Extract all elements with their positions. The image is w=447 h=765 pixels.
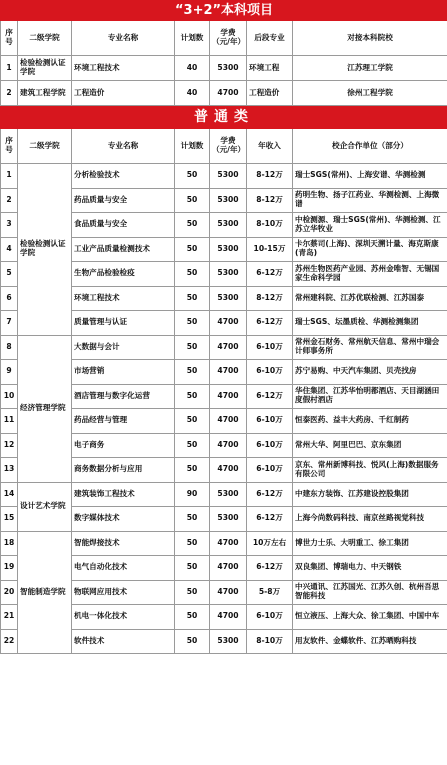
partners-cell: 苏州生物医药产业园、苏州金唯智、无锡国家生命科学园 bbox=[293, 262, 447, 287]
partners-cell: 常州大华、阿里巴巴、京东集团 bbox=[293, 433, 447, 458]
tuition-cell: 4700 bbox=[210, 384, 247, 409]
major-cell: 软件技术 bbox=[72, 629, 175, 654]
partners-cell: 瑞士SGS(常州)、上海安谱、华测检测 bbox=[293, 164, 447, 189]
column-header: 计划数 bbox=[175, 21, 210, 56]
row-number: 12 bbox=[1, 433, 18, 458]
partners-cell: 恒泰医药、益丰大药房、千红制药 bbox=[293, 409, 447, 434]
income-cell: 8-12万 bbox=[247, 286, 293, 311]
major-cell: 市场营销 bbox=[72, 360, 175, 385]
tuition-cell: 4700 bbox=[210, 458, 247, 483]
plan-count-cell: 50 bbox=[175, 213, 210, 238]
later-major-cell: 环境工程 bbox=[247, 56, 293, 81]
major-cell: 药品质量与安全 bbox=[72, 188, 175, 213]
table-header-row bbox=[1, 129, 447, 164]
partners-cell: 中兴通讯、江苏国光、江苏久创、杭州吾思智能科技 bbox=[293, 580, 447, 605]
tuition-cell: 5300 bbox=[210, 629, 247, 654]
column-header: 对接本科院校 bbox=[293, 21, 447, 56]
income-cell: 6-10万 bbox=[247, 360, 293, 385]
income-cell: 8-10万 bbox=[247, 629, 293, 654]
tuition-cell: 5300 bbox=[210, 213, 247, 238]
row-number: 20 bbox=[1, 580, 18, 605]
tuition-cell: 4700 bbox=[210, 433, 247, 458]
partners-cell: 中建东方装饰、江苏建设控股集团 bbox=[293, 482, 447, 507]
income-cell: 6-10万 bbox=[247, 605, 293, 630]
income-cell: 6-12万 bbox=[247, 507, 293, 532]
column-header: 后段专业 bbox=[247, 21, 293, 56]
major-cell: 酒店管理与数字化运营 bbox=[72, 384, 175, 409]
partners-cell: 中检测源、瑞士SGS(常州)、华测检测、江苏立华牧业 bbox=[293, 213, 447, 238]
partners-cell: 华住集团、江苏华怡明都酒店、天目湖涵田度假村酒店 bbox=[293, 384, 447, 409]
tuition-cell: 4700 bbox=[210, 311, 247, 336]
major-cell: 环境工程技术 bbox=[72, 286, 175, 311]
major-cell: 电气自动化技术 bbox=[72, 556, 175, 581]
partners-cell: 京东、常州新博科技、悦风(上海)数据服务有限公司 bbox=[293, 458, 447, 483]
college-cell: 经济管理学院 bbox=[18, 335, 72, 482]
income-cell: 6-12万 bbox=[247, 262, 293, 287]
column-header: 二级学院 bbox=[18, 21, 72, 56]
plan-count-cell: 50 bbox=[175, 360, 210, 385]
partners-cell: 博世力士乐、大明重工、徐工集团 bbox=[293, 531, 447, 556]
plan-count-cell: 50 bbox=[175, 311, 210, 336]
column-header: 年收入 bbox=[247, 129, 293, 164]
row-number: 2 bbox=[1, 81, 18, 106]
row-number: 21 bbox=[1, 605, 18, 630]
plan-count-cell: 50 bbox=[175, 384, 210, 409]
major-cell: 物联网应用技术 bbox=[72, 580, 175, 605]
row-number: 2 bbox=[1, 188, 18, 213]
table-row bbox=[1, 531, 447, 556]
plan-count-cell: 50 bbox=[175, 188, 210, 213]
partners-cell: 上海今尚数码科技、南京丝路视觉科技 bbox=[293, 507, 447, 532]
income-cell: 6-10万 bbox=[247, 335, 293, 360]
row-number: 13 bbox=[1, 458, 18, 483]
row-number: 8 bbox=[1, 335, 18, 360]
college-cell: 智能制造学院 bbox=[18, 531, 72, 654]
section-title-row bbox=[1, 1, 447, 21]
major-cell: 机电一体化技术 bbox=[72, 605, 175, 630]
tuition-cell: 4700 bbox=[210, 360, 247, 385]
major-cell: 数字媒体技术 bbox=[72, 507, 175, 532]
tuition-cell: 5300 bbox=[210, 188, 247, 213]
university-cell: 江苏理工学院 bbox=[293, 56, 447, 81]
row-number: 10 bbox=[1, 384, 18, 409]
tuition-cell: 5300 bbox=[210, 482, 247, 507]
partners-cell: 瑞士SGS、坛墨质检、华测检测集团 bbox=[293, 311, 447, 336]
major-cell: 工业产品质量检测技术 bbox=[72, 237, 175, 262]
plan-count-cell: 50 bbox=[175, 335, 210, 360]
tuition-cell: 4700 bbox=[210, 556, 247, 581]
plan-count-cell: 50 bbox=[175, 286, 210, 311]
row-number: 19 bbox=[1, 556, 18, 581]
college-cell: 检验检测认证学院 bbox=[18, 164, 72, 336]
major-cell: 大数据与会计 bbox=[72, 335, 175, 360]
partners-cell: 常州金石财务、常州航天信息、常州中瑞会计师事务所 bbox=[293, 335, 447, 360]
column-header: 学费（元/年） bbox=[210, 21, 247, 56]
income-cell: 6-12万 bbox=[247, 556, 293, 581]
column-header: 专业名称 bbox=[72, 129, 175, 164]
row-number: 5 bbox=[1, 262, 18, 287]
plan-count-cell: 50 bbox=[175, 237, 210, 262]
partners-cell: 卡尔蔡司(上海)、深圳天溯计量、海克斯康(青岛) bbox=[293, 237, 447, 262]
college-cell: 检验检测认证学院 bbox=[18, 56, 72, 81]
income-cell: 6-10万 bbox=[247, 458, 293, 483]
tuition-cell: 4700 bbox=[210, 605, 247, 630]
plan-count-cell: 40 bbox=[175, 56, 210, 81]
row-number: 7 bbox=[1, 311, 18, 336]
table-row bbox=[1, 482, 447, 507]
column-header: 二级学院 bbox=[18, 129, 72, 164]
major-cell: 食品质量与安全 bbox=[72, 213, 175, 238]
later-major-cell: 工程造价 bbox=[247, 81, 293, 106]
table-header-row bbox=[1, 21, 447, 56]
column-header: 学费（元/年） bbox=[210, 129, 247, 164]
tuition-cell: 5300 bbox=[210, 286, 247, 311]
plan-count-cell: 50 bbox=[175, 507, 210, 532]
income-cell: 6-12万 bbox=[247, 384, 293, 409]
tuition-cell: 4700 bbox=[210, 409, 247, 434]
plan-count-cell: 90 bbox=[175, 482, 210, 507]
row-number: 1 bbox=[1, 56, 18, 81]
row-number: 15 bbox=[1, 507, 18, 532]
table-row bbox=[1, 56, 447, 81]
major-cell: 智能焊接技术 bbox=[72, 531, 175, 556]
section-title: 普通类 bbox=[1, 106, 447, 129]
table-row bbox=[1, 164, 447, 189]
major-cell: 商务数据分析与应用 bbox=[72, 458, 175, 483]
major-cell: 建筑装饰工程技术 bbox=[72, 482, 175, 507]
income-cell: 5-8万 bbox=[247, 580, 293, 605]
row-number: 11 bbox=[1, 409, 18, 434]
income-cell: 6-10万 bbox=[247, 433, 293, 458]
plan-count-cell: 50 bbox=[175, 433, 210, 458]
table-row bbox=[1, 335, 447, 360]
column-header: 序号 bbox=[1, 129, 18, 164]
partners-cell: 用友软件、金蝶软件、江苏晒购科技 bbox=[293, 629, 447, 654]
plan-count-cell: 50 bbox=[175, 629, 210, 654]
major-cell: 分析检验技术 bbox=[72, 164, 175, 189]
plan-count-cell: 50 bbox=[175, 164, 210, 189]
tuition-cell: 4700 bbox=[210, 81, 247, 106]
plan-count-cell: 50 bbox=[175, 605, 210, 630]
plan-count-cell: 50 bbox=[175, 531, 210, 556]
income-cell: 6-12万 bbox=[247, 482, 293, 507]
column-header: 计划数 bbox=[175, 129, 210, 164]
major-cell: 电子商务 bbox=[72, 433, 175, 458]
income-cell: 8-12万 bbox=[247, 164, 293, 189]
income-cell: 6-12万 bbox=[247, 311, 293, 336]
tuition-cell: 5300 bbox=[210, 507, 247, 532]
column-header: 专业名称 bbox=[72, 21, 175, 56]
row-number: 6 bbox=[1, 286, 18, 311]
column-header: 序号 bbox=[1, 21, 18, 56]
tuition-cell: 5300 bbox=[210, 262, 247, 287]
university-cell: 徐州工程学院 bbox=[293, 81, 447, 106]
major-cell: 药品经营与管理 bbox=[72, 409, 175, 434]
row-number: 14 bbox=[1, 482, 18, 507]
tuition-cell: 5300 bbox=[210, 164, 247, 189]
tuition-cell: 5300 bbox=[210, 56, 247, 81]
row-number: 4 bbox=[1, 237, 18, 262]
income-cell: 10-15万 bbox=[247, 237, 293, 262]
tuition-cell: 4700 bbox=[210, 335, 247, 360]
tuition-cell: 4700 bbox=[210, 531, 247, 556]
row-number: 3 bbox=[1, 213, 18, 238]
plan-count-cell: 50 bbox=[175, 409, 210, 434]
major-cell: 工程造价 bbox=[72, 81, 175, 106]
major-cell: 生物产品检验检疫 bbox=[72, 262, 175, 287]
college-cell: 设计艺术学院 bbox=[18, 482, 72, 531]
section-title: “3+2”本科项目 bbox=[1, 1, 447, 21]
row-number: 9 bbox=[1, 360, 18, 385]
major-cell: 环境工程技术 bbox=[72, 56, 175, 81]
plan-count-cell: 50 bbox=[175, 458, 210, 483]
partners-cell: 恒立液压、上海大众、徐工集团、中国中车 bbox=[293, 605, 447, 630]
partners-cell: 药明生物、扬子江药业、华测检测、上海微谱 bbox=[293, 188, 447, 213]
plan-count-cell: 50 bbox=[175, 556, 210, 581]
income-cell: 6-10万 bbox=[247, 409, 293, 434]
partners-cell: 双良集团、博瑞电力、中天钢铁 bbox=[293, 556, 447, 581]
row-number: 22 bbox=[1, 629, 18, 654]
income-cell: 8-10万 bbox=[247, 213, 293, 238]
plan-count-cell: 50 bbox=[175, 262, 210, 287]
income-cell: 10万左右 bbox=[247, 531, 293, 556]
column-header: 校企合作单位（部分） bbox=[293, 129, 447, 164]
plan-count-cell: 50 bbox=[175, 580, 210, 605]
partners-cell: 常州建科院、江苏优联检测、江苏国泰 bbox=[293, 286, 447, 311]
row-number: 1 bbox=[1, 164, 18, 189]
partners-cell: 苏宁易购、中天汽车集团、贝壳找房 bbox=[293, 360, 447, 385]
tuition-cell: 4700 bbox=[210, 580, 247, 605]
tuition-cell: 5300 bbox=[210, 237, 247, 262]
income-cell: 8-12万 bbox=[247, 188, 293, 213]
major-cell: 质量管理与认证 bbox=[72, 311, 175, 336]
college-cell: 建筑工程学院 bbox=[18, 81, 72, 106]
plan-count-cell: 40 bbox=[175, 81, 210, 106]
row-number: 18 bbox=[1, 531, 18, 556]
section-title-row bbox=[1, 106, 447, 129]
table-row bbox=[1, 81, 447, 106]
